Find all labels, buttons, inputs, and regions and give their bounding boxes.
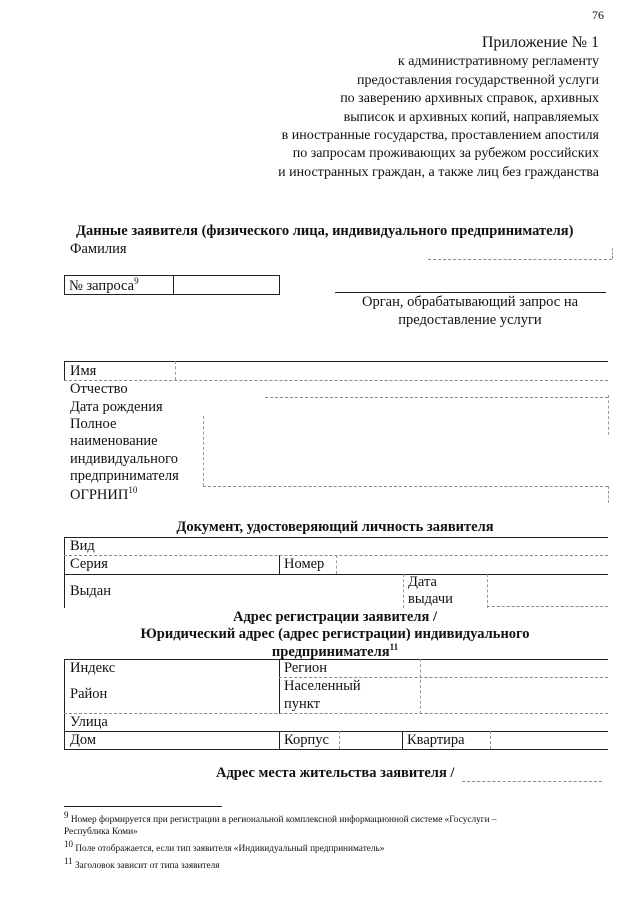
doc-issue-date-label: Дата выдачи — [408, 574, 453, 607]
appendix-line: Приложение № 1 — [481, 34, 599, 51]
appendix-header — [278, 34, 599, 182]
birth-date-field[interactable] — [178, 399, 606, 415]
residence-section-title: Адрес места жительства заявителя / — [216, 765, 455, 781]
appendix-line: в иностранные государства, проставлением апостиля — [281, 128, 599, 144]
footnote-10: $^{10}$ Поле отображается, если тип заявителя «Индивидуальный предприниматель» — [64, 839, 385, 855]
footnotes — [64, 810, 604, 872]
request-number-field[interactable] — [175, 276, 276, 292]
locality-field[interactable] — [423, 680, 606, 710]
street-field[interactable] — [140, 714, 606, 730]
address-title-line2: Юридический адрес (адрес регистрации) индивидуального — [140, 626, 530, 642]
appendix-line: и иностранных граждан, а также лиц без гражданства — [278, 164, 599, 180]
first-name-field[interactable] — [178, 363, 606, 379]
page-number: 76 — [592, 8, 604, 22]
district-label: Район — [70, 686, 108, 702]
organ-signature-line[interactable] — [335, 292, 606, 293]
patronymic-label: Отчество — [70, 381, 128, 397]
house-label: Дом — [70, 732, 97, 748]
request-number-label: № запроса$^9$ — [69, 276, 139, 294]
organ-label-line2: предоставление услуги — [398, 312, 542, 328]
footnote-9-cont: Республика Коми» — [64, 826, 138, 837]
surname-field[interactable] — [428, 259, 612, 260]
footnote-separator — [64, 806, 222, 807]
footnote-9: $^9$ Номер формируется при регистрации в региональной комплексной информационной системе «Госуслуги – — [64, 810, 497, 826]
doc-number-field[interactable] — [339, 556, 606, 572]
locality-label: Населенный пункт — [284, 678, 361, 712]
patronymic-field[interactable] — [178, 381, 606, 397]
birth-date-label: Дата рождения — [70, 399, 163, 415]
building-field[interactable] — [342, 732, 400, 748]
appendix-line: по заверению архивных справок, архивных — [340, 91, 599, 107]
house-field[interactable] — [140, 732, 276, 748]
doc-issued-field[interactable] — [140, 577, 400, 605]
appendix-line: по запросам проживающих за рубежом российских — [292, 146, 599, 162]
doc-type-field[interactable] — [140, 538, 606, 554]
building-label: Корпус — [284, 732, 329, 748]
appendix-line: к административному регламенту — [397, 54, 599, 70]
applicant-section-title: Данные заявителя (физического лица, индивидуального предпринимателя) — [76, 223, 574, 239]
doc-number-label: Номер — [284, 556, 325, 572]
region-label: Регион — [284, 660, 328, 676]
address-title-line3: предпринимателя$^{11}$ — [271, 642, 399, 660]
apartment-field[interactable] — [493, 732, 606, 748]
street-label: Улица — [70, 714, 108, 730]
ogrnip-field[interactable] — [206, 488, 606, 502]
ogrnip-label: ОГРНИП$^{10}$ — [70, 485, 138, 503]
doc-issue-date-field[interactable] — [490, 577, 606, 605]
doc-series-label: Серия — [70, 556, 108, 572]
index-label: Индекс — [70, 660, 116, 676]
doc-type-label: Вид — [70, 538, 95, 554]
footnote-11: $^{11}$ Заголовок зависит от типа заявителя — [64, 855, 220, 871]
first-name-label: Имя — [70, 363, 97, 379]
index-field[interactable] — [140, 660, 276, 676]
full-name-label: Полное наименование индивидуального предпринимателя — [70, 416, 179, 484]
apartment-label: Квартира — [407, 732, 465, 748]
surname-label: Фамилия — [70, 241, 127, 257]
district-field[interactable] — [140, 680, 276, 710]
organ-label-line1: Орган, обрабатывающий запрос на — [361, 294, 579, 310]
address-title-line1: Адрес регистрации заявителя / — [232, 609, 438, 625]
appendix-line: выписок и архивных копий, направляемых — [343, 109, 599, 125]
doc-issued-label: Выдан — [70, 583, 111, 599]
appendix-line: предоставления государственной услуги — [357, 72, 599, 88]
identity-section-title: Документ, удостоверяющий личность заявителя — [176, 519, 494, 535]
region-field[interactable] — [423, 660, 606, 676]
full-name-field[interactable] — [206, 416, 606, 484]
doc-series-field[interactable] — [140, 556, 276, 572]
